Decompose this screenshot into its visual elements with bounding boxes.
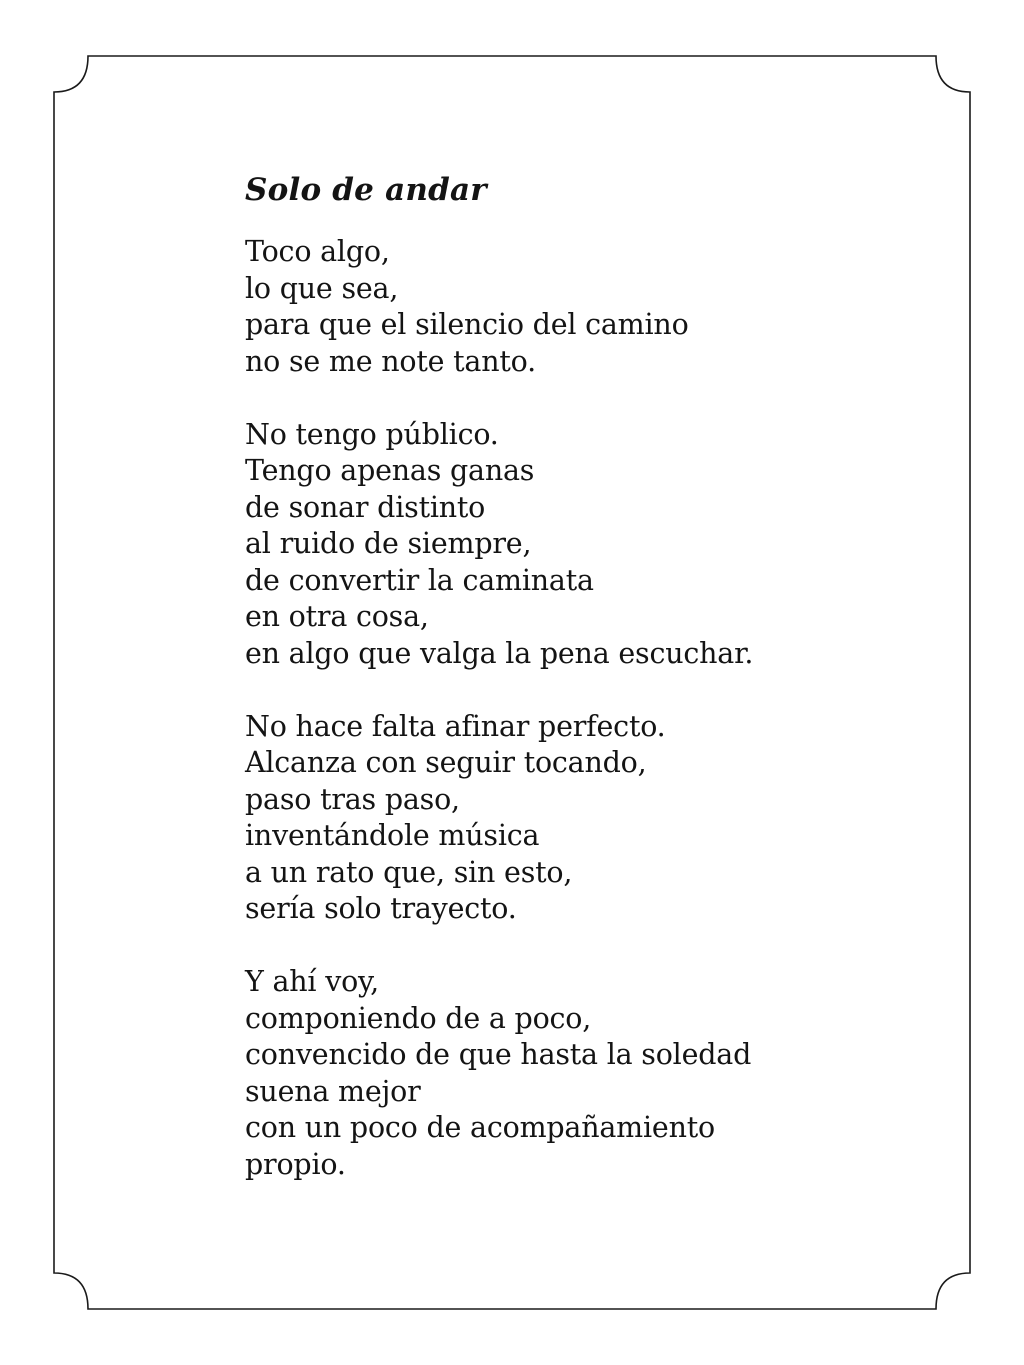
- poem-line: Toco algo,: [245, 235, 390, 268]
- poem-line: lo que sea,: [245, 271, 399, 305]
- poem-line: con un poco de acompañamiento: [245, 1111, 715, 1144]
- poem-line: inventándole música: [245, 819, 540, 852]
- poem-line: a un rato que, sin esto,: [245, 855, 573, 889]
- poem-line: para que el silencio del camino: [245, 308, 689, 341]
- poem-line: suena mejor: [245, 1074, 421, 1108]
- poem-line: al ruido de siempre,: [245, 527, 532, 560]
- poem-line: convencido de que hasta la soledad: [245, 1038, 752, 1071]
- poem-line: componiendo de a poco,: [245, 1001, 592, 1035]
- stanza-3: [245, 709, 945, 928]
- poem-line: sería solo trayecto.: [245, 892, 517, 925]
- poem-line: paso tras paso,: [245, 782, 460, 816]
- poem-line: Tengo apenas ganas: [245, 454, 535, 487]
- stanza-2: [245, 417, 945, 673]
- poem-line: no se me note tanto.: [245, 344, 536, 378]
- poem-line: en otra cosa,: [245, 600, 429, 633]
- stanza-1: [245, 234, 945, 380]
- poem-line: en algo que valga la pena escuchar.: [245, 636, 754, 670]
- poem-line: propio.: [245, 1147, 346, 1181]
- poem: [245, 168, 945, 1220]
- poem-line: No hace falta afinar perfecto.: [245, 709, 666, 743]
- poem-line: de convertir la caminata: [245, 563, 594, 597]
- poem-title: Solo de andar: [245, 172, 487, 208]
- poem-line: Y ahí voy,: [245, 965, 380, 998]
- stanza-4: [245, 964, 945, 1183]
- poem-line: No tengo público.: [245, 417, 499, 451]
- poem-line: de sonar distinto: [245, 490, 486, 524]
- poem-line: Alcanza con seguir tocando,: [245, 746, 647, 779]
